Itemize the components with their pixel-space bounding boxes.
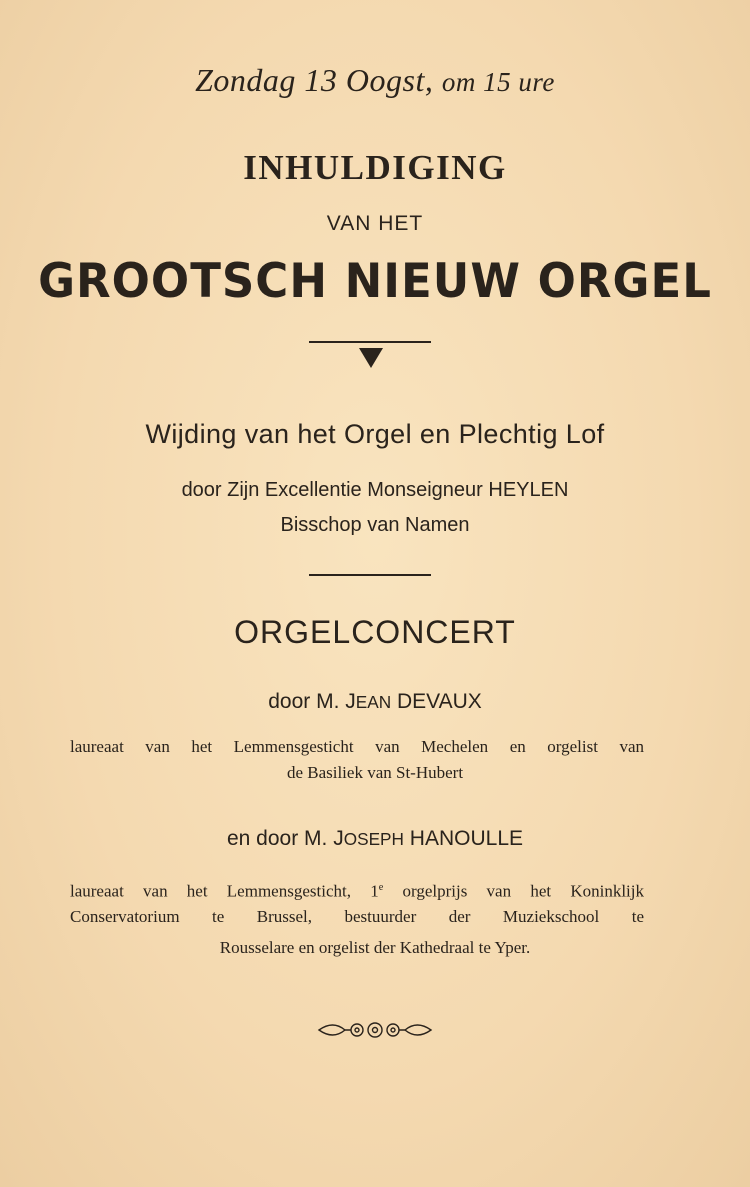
- performer1-line: [0, 690, 750, 714]
- consecration-role: Bisschop van Namen: [280, 514, 470, 536]
- performer1-prefix: door M. J: [268, 690, 356, 713]
- title-inhuldiging: INHULDIGING: [243, 148, 507, 187]
- divider-rule-top: [309, 341, 431, 343]
- divider-rule-middle: [309, 574, 431, 576]
- date-text: Zondag 13 Oogst,: [195, 62, 434, 98]
- performer2-bio-line3: Rousselare en orgelist der Kathedraal te Yper.: [219, 938, 531, 957]
- performer1-bio-line2: de Basiliek van St-Hubert: [286, 763, 464, 782]
- performer2-prefix: en door M. J: [226, 827, 344, 850]
- title-grootsch-nieuw-orgel: GROOTSCH NIEUW ORGEL: [38, 252, 712, 309]
- consecration-by-line: door Zijn Excellentie Monseigneur HEYLEN: [181, 479, 569, 501]
- date-line: [0, 62, 750, 99]
- triangle-ornament-icon: [359, 348, 383, 368]
- performer1-surname: DEVAUX: [396, 690, 482, 713]
- performer2-line: [0, 827, 750, 851]
- performer2-bio-line1-b: orgelprijs van het Koninklijk: [383, 881, 644, 901]
- consecration-heading: Wijding van het Orgel en Plechtig Lof: [145, 419, 605, 449]
- performer2-bio-line1: [70, 873, 644, 907]
- performer1-bio-line1: laureaat van het Lemmensgesticht van Mechelen en orgelist van: [70, 737, 644, 756]
- performer2-bio-line1-a: laureaat van het Lemmensgesticht, 1: [70, 881, 379, 901]
- time-text: om 15 ure: [441, 67, 555, 97]
- performer2-bio-line2: Conservatorium te Brussel, bestuurder der Muziekschool te: [70, 907, 644, 926]
- concert-heading: ORGELCONCERT: [234, 614, 516, 650]
- performer1-name-rest: EAN: [355, 692, 392, 712]
- title-van-het: VAN HET: [326, 212, 424, 235]
- floral-ornament-icon: [315, 1016, 435, 1044]
- performer2-bio-line1-sup: e: [378, 882, 384, 893]
- performer2-name-rest: OSEPH: [343, 829, 404, 849]
- performer2-surname: HANOULLE: [409, 827, 523, 850]
